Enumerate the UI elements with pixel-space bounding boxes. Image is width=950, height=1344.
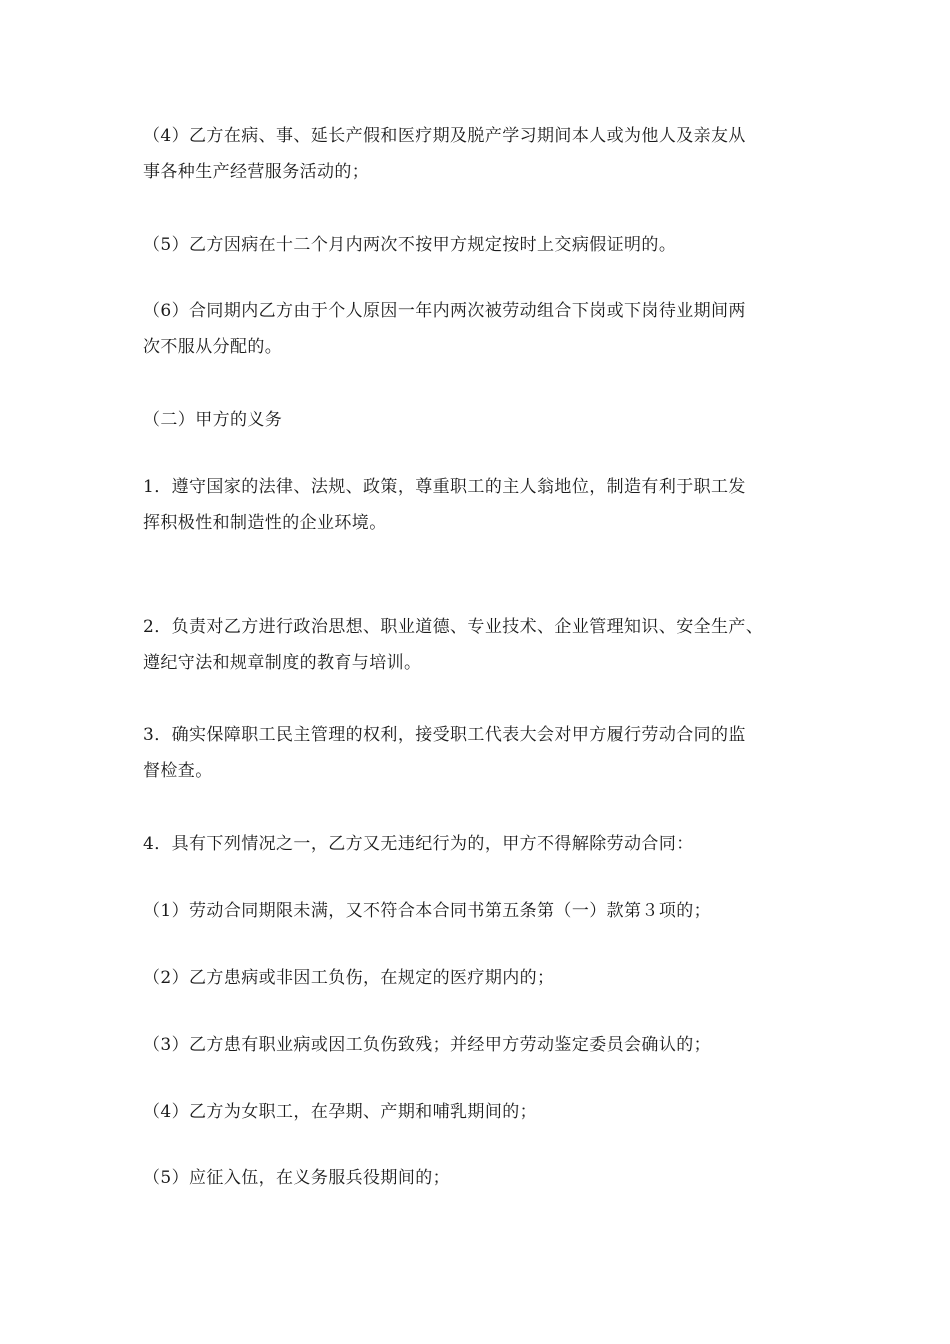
text-line: 2．负责对乙方进行政治思想、职业道德、专业技术、企业管理知识、安全生产、	[143, 617, 764, 637]
text-line: （1）劳动合同期限未满，又不符合本合同书第五条第（一）款第３项的；	[143, 901, 712, 921]
obligation-4-item-2	[143, 960, 823, 996]
clause-4-side-business	[143, 118, 823, 190]
text-line: 挥积极性和制造性的企业环境。	[143, 513, 387, 533]
text-line: （4）乙方在病、事、延长产假和医疗期及脱产学习期间本人或为他人及亲友从	[143, 126, 746, 146]
text-line: 3．确实保障职工民主管理的权利，接受职工代表大会对甲方履行劳动合同的监	[143, 725, 746, 745]
text-line: （2）乙方患病或非因工负伤，在规定的医疗期内的；	[143, 968, 555, 988]
text-line: 事各种生产经营服务活动的；	[143, 162, 370, 182]
obligation-4-item-5	[143, 1160, 823, 1196]
text-line: （5）应征入伍，在义务服兵役期间的；	[143, 1168, 451, 1188]
clause-6-refuse-assignment	[143, 293, 823, 365]
section-heading: （二）甲方的义务	[143, 410, 283, 430]
text-line: （3）乙方患有职业病或因工负伤致残；并经甲方劳动鉴定委员会确认的；	[143, 1035, 712, 1055]
obligation-3	[143, 717, 823, 789]
text-line: 1．遵守国家的法律、法规、政策，尊重职工的主人翁地位，制造有利于职工发	[143, 477, 746, 497]
text-line: 次不服从分配的。	[143, 337, 283, 357]
obligation-4-item-1	[143, 893, 823, 929]
text-line: 4．具有下列情况之一，乙方又无违纪行为的，甲方不得解除劳动合同：	[143, 834, 694, 854]
clause-5-sick-leave	[143, 227, 823, 263]
section-heading-party-a-obligations	[143, 402, 823, 438]
obligation-4-item-4	[143, 1094, 823, 1130]
obligation-2	[143, 609, 823, 681]
text-line: （5）乙方因病在十二个月内两次不按甲方规定按时上交病假证明的。	[143, 235, 677, 255]
obligation-4-item-3	[143, 1027, 823, 1063]
text-line: 督检查。	[143, 761, 213, 781]
text-line: （4）乙方为女职工，在孕期、产期和哺乳期间的；	[143, 1102, 538, 1122]
obligation-1	[143, 469, 823, 541]
text-line: 遵纪守法和规章制度的教育与培训。	[143, 653, 422, 673]
obligation-4	[143, 826, 823, 862]
text-line: （6）合同期内乙方由于个人原因一年内两次被劳动组合下岗或下岗待业期间两	[143, 301, 746, 321]
